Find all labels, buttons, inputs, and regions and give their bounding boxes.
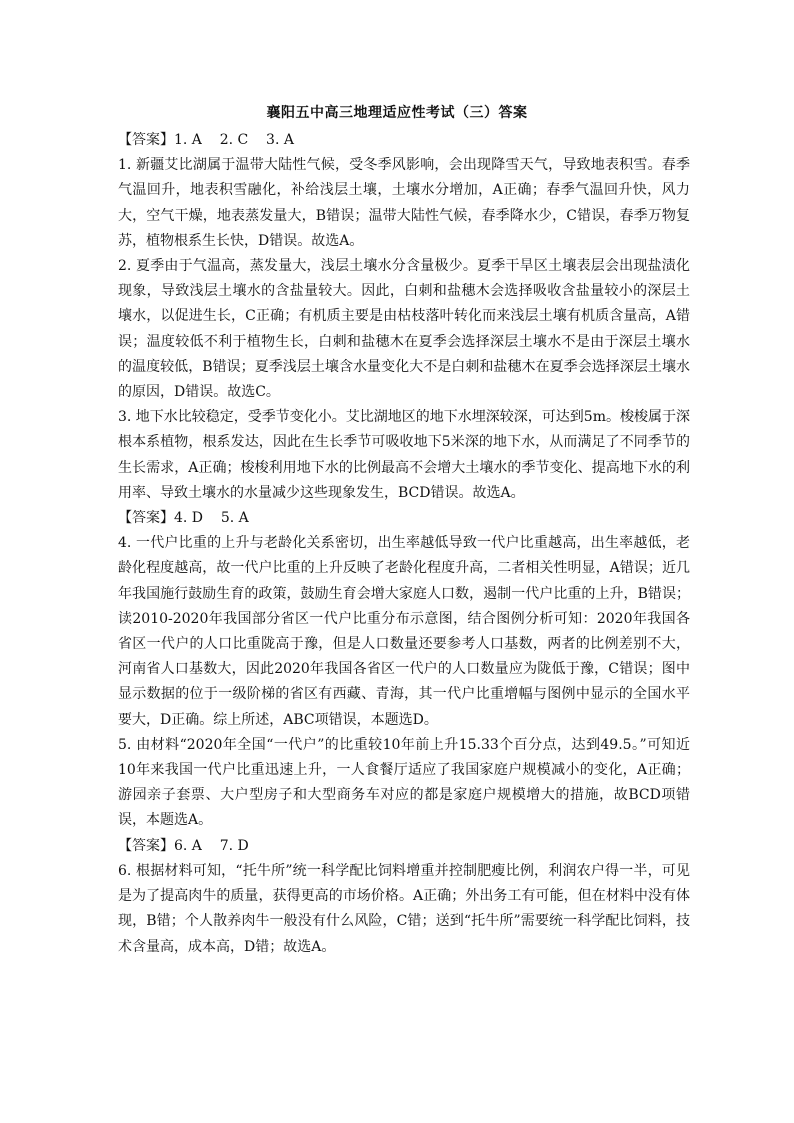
explanation-paragraph: 1. 新疆艾比湖属于温带大陆性气候，受冬季风影响，会出现降雪天气，导致地表积雪。春季气温回升，地表积雪融化，补给浅层土壤，土壤水分增加，A正确；春季气温回升快，风力大，空气干燥，地表蒸发量大，B错误；温带大陆性气候，春季降水少，C错误，春季万物复苏，植物根系生长快，D错误。故选A。 [118,157,690,249]
explanation-paragraph: 5. 由材料“2020年全国“一代户”的比重较10年前上升15.33个百分点，达到49.5。”可知近10年来我国一代户比重迅速上升，一人食餐厅适应了我国家庭户规模减小的变化，A正确；游园亲子套票、大户型房子和大型商务车对应的都是家庭户规模增大的措施，故BCD项错误，本题选A。 [118,736,690,829]
answer-key-line: 【答案】6. A 7. D [118,837,249,854]
answer-key-line: 【答案】4. D 5. A [118,510,249,527]
document-title: 襄阳五中高三地理适应性考试（三）答案 [266,105,528,121]
explanation-paragraph: 3. 地下水比较稳定，受季节变化小。艾比湖地区的地下水埋深较深，可达到5m。梭梭属于深根本系植物，根系发达，因此在生长季节可吸收地下5米深的地下水，从而满足了不同季节的生长需求，A正确；梭梭利用地下水的比例最高不会增大土壤水的季节变化、提高地下水的利用率、导致土壤水的水量减少这些现象发生，BCD错误。故选A。 [118,409,690,501]
explanation-paragraph: 2. 夏季由于气温高，蒸发量大，浅层土壤水分含量极少。夏季干旱区土壤表层会出现盐渍化现象，导致浅层土壤水的含盐量较大。因此，白刺和盐穗木会选择吸收含盐量较小的深层土壤水，以促进生长，C正确；有机质主要是由枯枝落叶转化而来浅层土壤有机质含量高，A错误；温度较低不利于植物生长，白刺和盐穗木在夏季会选择深层土壤水不是由于深层土壤水的温度较低，B错误；夏季浅层土壤含水量变化大不是白刺和盐穗木在夏季会选择深层土壤水的原因，D错误。故选C。 [118,258,690,401]
explanation-paragraph: 6. 根据材料可知，“托牛所”统一科学配比饲料增重并控制肥瘦比例，利润农户得一半，可见是为了提高肉牛的质量，获得更高的市场价格。A正确；外出务工有可能，但在材料中没有体现，B错；个人散养肉牛一般没有什么风险，C错；送到“托牛所”需要统一科学配比饲料，技术含量高，成本高，D错；故选A。 [118,862,690,955]
explanation-paragraph: 4. 一代户比重的上升与老龄化关系密切，出生率越低导致一代户比重越高，出生率越低，老龄化程度越高，故一代户比重的上升反映了老龄化程度升高，二者相关性明显，A错误；近几年我国施行鼓励生育的政策，鼓励生育会增大家庭人口数，遏制一代户比重的上升，B错误；读2010-2020年我国部分省区一代户比重分布示意图，结合图例分析可知：2020年我国各省区一代户的人口比重陇高于豫，但是人口数量还要参考人口基数，两者的比例差别不大，河南省人口基数大，因此2020年我国各省区一代户的人口数量应为陇低于豫，C错误；图中显示数据的位于一级阶梯的省区有西藏、青海，其一代户比重增幅与图例中显示的全国水平要大，D正确。综上所述，ABC项错误，本题选D。 [118,535,690,728]
answer-content [118,128,690,960]
answer-key-line: 【答案】1. A 2. C 3. A [118,132,294,148]
